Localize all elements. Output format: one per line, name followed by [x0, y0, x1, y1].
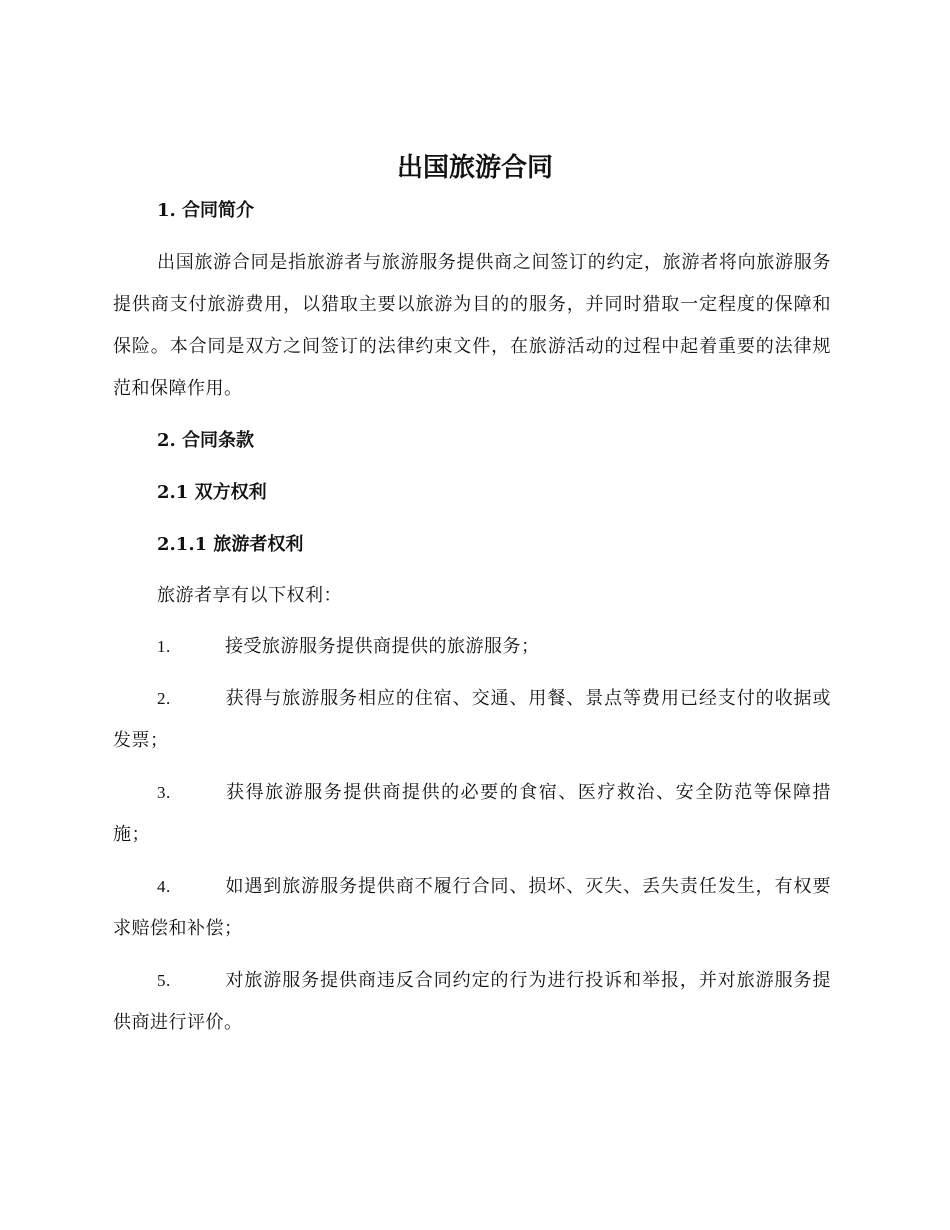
list-item-number: 1. [157, 637, 171, 656]
list-item-text: 如遇到旅游服务提供商不履行合同、损坏、灭失、丢失责任发生，有权要求赔偿和补偿； [113, 876, 831, 939]
rights-list-item [113, 960, 831, 1044]
section-1-body: 出国旅游合同是指旅游者与旅游服务提供商之间签订的约定，旅游者将向旅游服务提供商支付旅游费用，以猎取主要以旅游为目的的服务，并同时猎取一定程度的保障和保险。本合同是双方之间签订的法律约束文件，在旅游活动的过程中起着重要的法律规范和保障作用。 [113, 252, 831, 399]
section-2-heading: 2. 合同条款 [157, 430, 255, 451]
section-2-1-1-heading: 2.1.1 旅游者权利 [157, 534, 304, 555]
list-item-text: 获得旅游服务提供商提供的必要的食宿、医疗救治、安全防范等保障措施； [113, 782, 831, 845]
list-item-text: 接受旅游服务提供商提供的旅游服务； [225, 636, 540, 657]
rights-list-item [113, 772, 831, 856]
section-2-1-heading: 2.1 双方权利 [157, 482, 267, 503]
list-item-number: 3. [157, 783, 171, 802]
document-title: 出国旅游合同 [396, 153, 553, 183]
list-item-text: 获得与旅游服务相应的住宿、交通、用餐、景点等费用已经支付的收据或发票； [113, 688, 831, 751]
section-1-heading: 1. 合同简介 [157, 200, 255, 221]
list-item-number: 2. [157, 689, 171, 708]
rights-list-item [113, 626, 831, 668]
list-item-number: 4. [157, 877, 171, 896]
rights-list-item [113, 678, 831, 762]
rights-intro: 旅游者享有以下权利： [157, 585, 342, 606]
list-item-number: 5. [157, 971, 171, 990]
list-item-text: 对旅游服务提供商违反合同约定的行为进行投诉和举报，并对旅游服务提供商进行评价。 [113, 970, 831, 1033]
rights-list-item [113, 866, 831, 950]
